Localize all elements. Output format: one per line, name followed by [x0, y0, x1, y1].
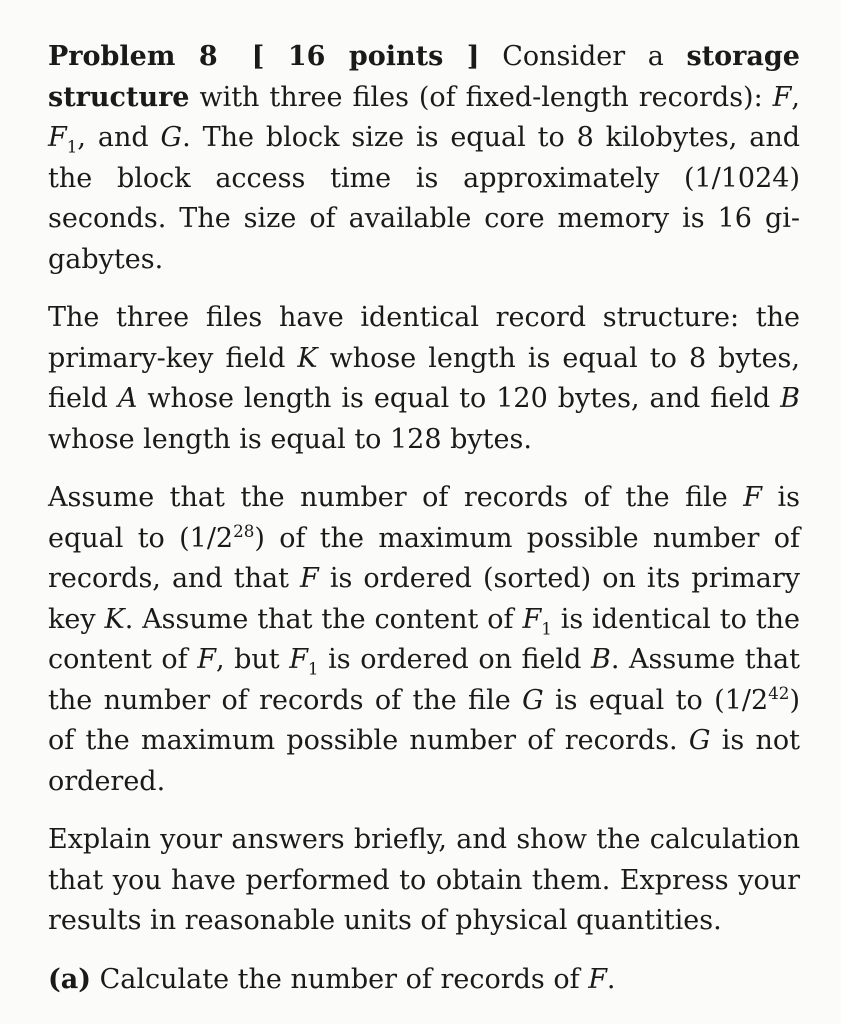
var-F1: F	[48, 122, 67, 153]
part-a-question: (a) Calculate the number of records of F.	[48, 963, 616, 995]
problem-document	[48, 37, 800, 1000]
record-structure-paragraph: The three files have identical record structure: the primary-key field K whose length is equal to 8 bytes, field A whose length is equal to 120 bytes, and field B whose length is equal to 128 bytes.	[48, 302, 800, 455]
problem-points: [ 16 points ]	[251, 41, 480, 72]
instructions-paragraph: Explain your answers briefly, and show the calculation that you have performed to obtain them. Express your results in reasonable units of physical quantities.	[48, 824, 800, 936]
var-F: F	[772, 81, 792, 113]
assumptions-paragraph: Assume that the number of records of the file F is equal to $(1/2^{28})$ of the maximum possible number of records, and that F is ordered (sorted) on its primary key K. Assume that the content of $F_1$ is identical to the content of F, but $F_1$ is ordered on field B. Assume that the number of records of the file G is equal to $(1/2^{42})$ of the maximum possible number of records. G is not ordered.	[48, 482, 801, 797]
storage-structure-term: storage structure	[48, 41, 800, 113]
var-G: G	[160, 122, 183, 153]
problem-title: Problem 8	[48, 41, 218, 72]
problem-intro-paragraph: Problem 8 [ 16 points ] Consider a storage structure with three files (of fixed-length records): F, $F_1$, and G. The block size is equal to 8 kilobytes, and the block access time is approximately (1/1024) seconds. The size of available core memory is 16 gigabytes.	[48, 41, 800, 275]
var-K: K	[297, 342, 318, 374]
var-B: B	[780, 383, 800, 414]
part-a-label: (a)	[48, 963, 92, 995]
var-A: A	[117, 383, 138, 414]
